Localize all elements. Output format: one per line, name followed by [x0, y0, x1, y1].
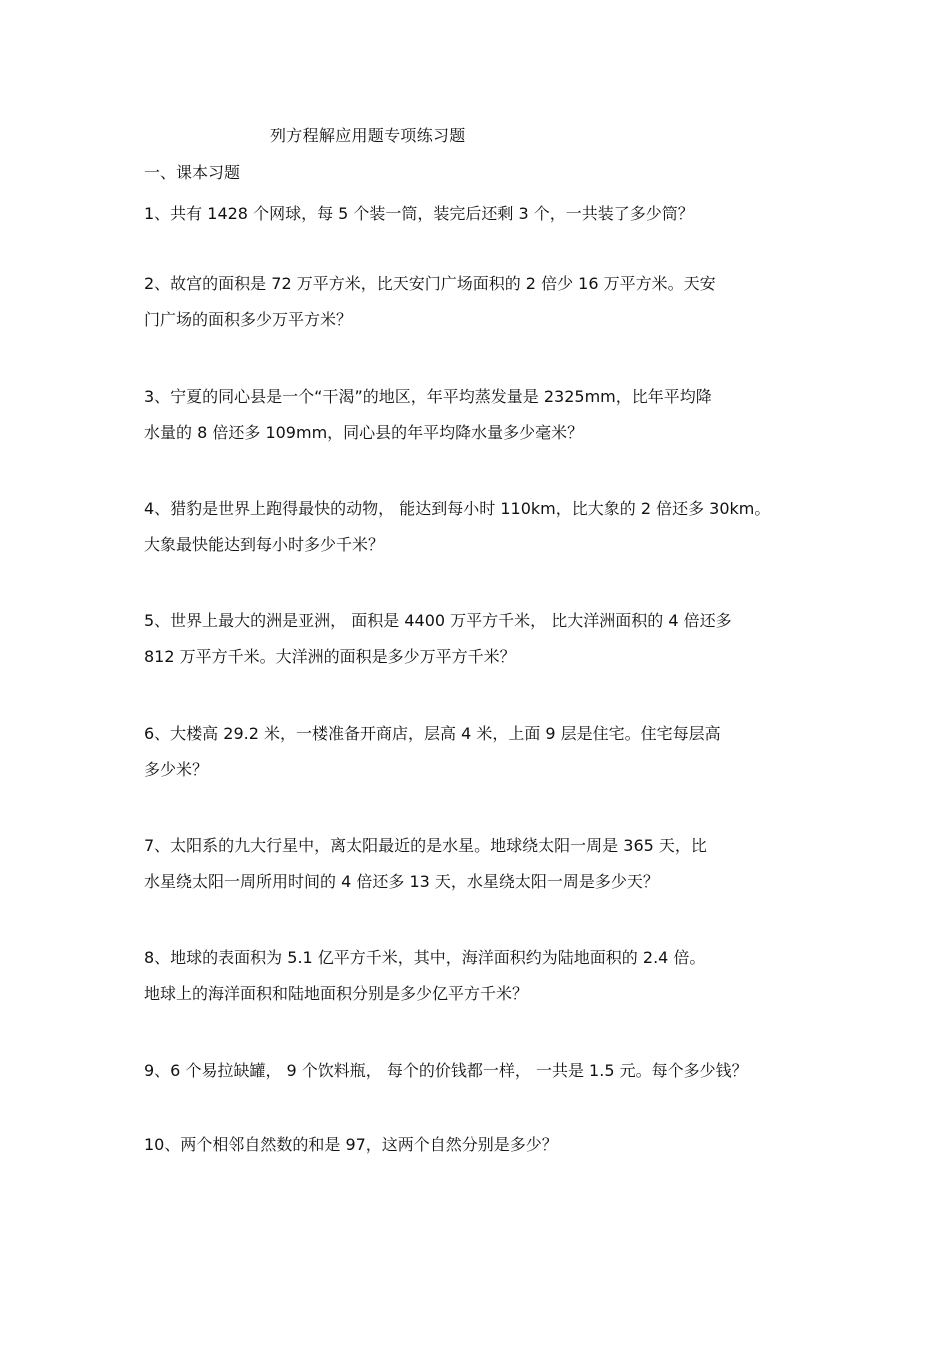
problem-6: [144, 716, 808, 788]
problem-line: 1、共有 1428 个网球，每 5 个装一筒，装完后还剩 3 个，一共装了多少筒？: [144, 204, 694, 223]
document-title: 列方程解应用题专项练习题: [270, 126, 466, 145]
problem-5: [144, 603, 808, 675]
problem-line: 5、世界上最大的洲是亚洲， 面积是 4400 万平方千米， 比大洋洲面积的 4 倍还多: [144, 611, 732, 630]
problem-8: [144, 940, 808, 1012]
problem-3: [144, 379, 808, 451]
problem-line: 地球上的海洋面积和陆地面积分别是多少亿平方千米？: [144, 984, 529, 1003]
problem-line: 水量的 8 倍还多 109mm，同心县的年平均降水量多少毫米？: [144, 423, 584, 442]
problem-9: [144, 1053, 808, 1089]
problem-line: 3、宁夏的同心县是一个“干渴”的地区，年平均蒸发量是 2325mm，比年平均降: [144, 387, 712, 406]
problem-4: [144, 491, 808, 563]
problem-line: 水星绕太阳一周所用时间的 4 倍还多 13 天，水星绕太阳一周是多少天？: [144, 872, 659, 891]
problem-line: 8、地球的表面积为 5.1 亿平方千米，其中，海洋面积约为陆地面积的 2.4 倍。: [144, 948, 706, 967]
problem-line: 10、两个相邻自然数的和是 97，这两个自然分别是多少？: [144, 1135, 558, 1154]
problem-line: 9、6 个易拉缺罐， 9 个饮料瓶， 每个的价钱都一样， 一共是 1.5 元。每个多少钱？: [144, 1061, 748, 1080]
section-heading: 一、课本习题: [144, 163, 241, 182]
problem-line: 2、故宫的面积是 72 万平方米，比天安门广场面积的 2 倍少 16 万平方米。天安: [144, 274, 716, 293]
problem-10: [144, 1127, 808, 1163]
problem-7: [144, 828, 808, 900]
problem-line: 7、太阳系的九大行星中，离太阳最近的是水星。地球绕太阳一周是 365 天，比: [144, 836, 707, 855]
problem-line: 门广场的面积多少万平方米？: [144, 310, 353, 329]
problem-1: [144, 196, 808, 232]
problem-line: 大象最快能达到每小时多少千米？: [144, 535, 385, 554]
problem-line: 6、大楼高 29.2 米，一楼准备开商店，层高 4 米，上面 9 层是住宅。住宅每层高: [144, 724, 721, 743]
problem-line: 多少米？: [144, 760, 209, 779]
problem-line: 4、猎豹是世界上跑得最快的动物， 能达到每小时 110km，比大象的 2 倍还多 30km。: [144, 499, 771, 518]
problem-2: [144, 266, 808, 338]
problem-line: 812 万平方千米。大洋洲的面积是多少万平方千米？: [144, 647, 516, 666]
